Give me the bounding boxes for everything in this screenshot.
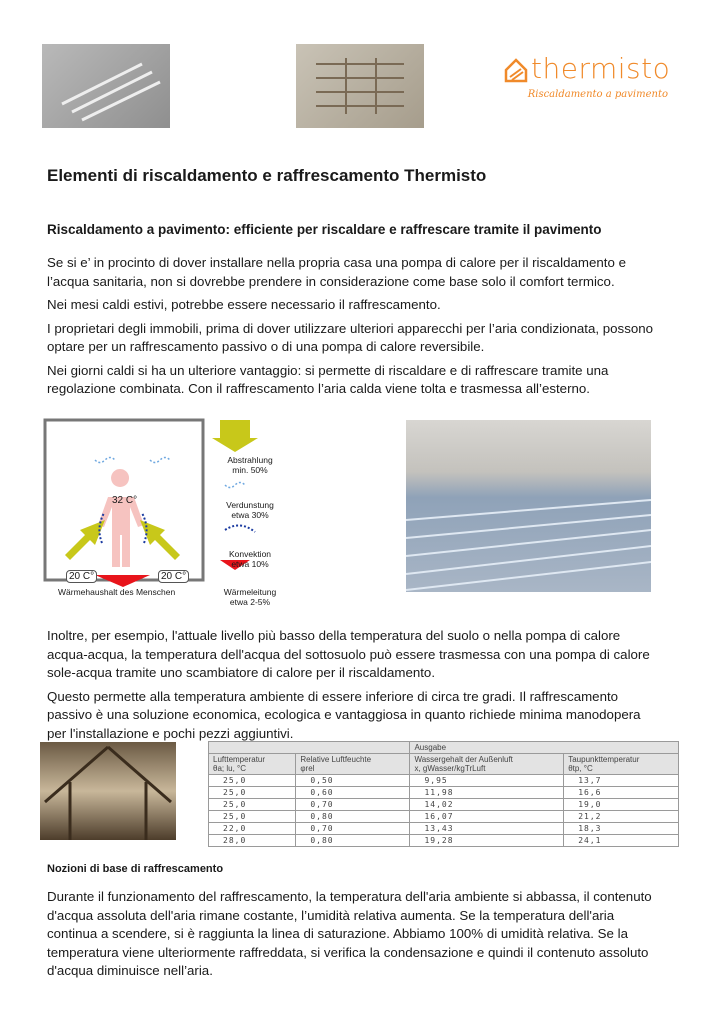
- paragraph: Inoltre, per esempio, l'attuale livello più basso della temperatura del suolo o nella pompa di calore acqua-acqua, la temperatura dell'acqua del sottosuolo può essere trasmessa con una pompa di calore sole-acqua tramite uno scambiatore di calore per il riscaldamento.: [47, 628, 650, 680]
- table-cell: 25,0: [209, 787, 296, 799]
- paragraph: Nei giorni caldi si ha un ulteriore vantaggio: si permette di riscaldare e di raffrescare tramite una regolazione combinata. Con il raffrescamento l’aria calda viene tolta e trasmessa all’esterno.: [47, 362, 609, 396]
- legend-convection: Konvektion etwa 10%: [228, 549, 272, 569]
- body-temp-label: 32 C°: [112, 495, 138, 506]
- table-cell: 0,60: [296, 787, 410, 799]
- table-cell: 19,0: [564, 799, 679, 811]
- table-cell: 0,50: [296, 775, 410, 787]
- attic-photo: [40, 742, 176, 840]
- table-cell: 18,3: [564, 823, 679, 835]
- logo-tagline: Riscaldamento a pavimento: [527, 89, 668, 100]
- heat-balance-diagram: [40, 415, 290, 607]
- table-cell: 0,80: [296, 835, 410, 847]
- legend-evaporation: Verdunstung etwa 30%: [226, 500, 274, 520]
- table-cell: 25,0: [209, 811, 296, 823]
- paragraph: Questo permette alla temperatura ambiente di essere inferiore di circa tre gradi. Il raffrescamento passivo è una soluzione economica, ecologica e vantaggiosa in quanto richiede minima manodopera per l'installazione e pochi pezzi aggiuntivi.: [47, 688, 641, 741]
- paragraph: Se si e’ in procinto di dover installare nella propria casa una pompa di calore per il riscaldamento e l’acqua sanitaria, non si dovrebbe prendere in considerazione come base solo il comfort termico.: [47, 255, 626, 289]
- table-row: [209, 823, 679, 835]
- table-cell: [209, 742, 410, 754]
- floor-temp-right: 20 C°: [158, 570, 189, 583]
- middle-text: [47, 627, 662, 748]
- column-header: Relative Luftfeuchte φrel: [296, 754, 410, 775]
- section-subtitle: Riscaldamento a pavimento: efficiente per riscaldare e raffrescare tramite il pavimento: [47, 222, 602, 237]
- table-cell: 16,6: [564, 787, 679, 799]
- floor-temp-left: 20 C°: [66, 570, 97, 583]
- table-cell: 13,7: [564, 775, 679, 787]
- table-cell: 24,1: [564, 835, 679, 847]
- column-header: Lufttemperatur θa; lu, °C: [209, 754, 296, 775]
- column-header: Taupunkttemperatur θtp, °C: [564, 754, 679, 775]
- table-cell: 16,07: [410, 811, 564, 823]
- table-cell: 21,2: [564, 811, 679, 823]
- table-row: [209, 787, 679, 799]
- column-header: Wassergehalt der Außenluft x, gWasser/kgTrLuft: [410, 754, 564, 775]
- section2-title: Nozioni di base di raffrescamento: [47, 863, 224, 875]
- table-row: [209, 835, 679, 847]
- floor-heating-installation-photo: [406, 420, 651, 592]
- table-cell: 22,0: [209, 823, 296, 835]
- table-row: [209, 775, 679, 787]
- table-cell: 0,70: [296, 799, 410, 811]
- group-header: Ausgabe: [410, 742, 679, 754]
- table-row: [209, 799, 679, 811]
- diagram-caption: Wärmehaushalt des Menschen: [58, 587, 176, 597]
- paragraph: I proprietari degli immobili, prima di dover utilizzare ulteriori apparecchi per l’aria condizionata, possono optare per un raffrescamento passivo o di una pompa di calore reversibile.: [47, 320, 654, 354]
- section2-text: Durante il funzionamento del raffrescamento, la temperatura dell'aria ambiente si abbassa, il contenuto d'acqua assoluta dell'aria rimane costante, l’umidità relativa aumenta. Se la temperatura dell'aria continua a scendere, si è raggiunta la linea di saturazione. Abbiamo 100% di umidità relativa. Se la temperatura viene ulteriormente raffreddata, si verifica la condensazione e quindi il contenuto assoluto d'acqua diminuisce nell’aria.: [47, 889, 652, 978]
- table-row: [209, 811, 679, 823]
- table-cell: 19,28: [410, 835, 564, 847]
- heating-element-photo: [296, 44, 424, 128]
- table-cell: 0,80: [296, 811, 410, 823]
- table-cell: 28,0: [209, 835, 296, 847]
- heating-panel-photo: [42, 44, 170, 128]
- table-cell: 14,02: [410, 799, 564, 811]
- table-cell: 0,70: [296, 823, 410, 835]
- table-cell: 9,95: [410, 775, 564, 787]
- logo-text: thermisto: [531, 52, 671, 85]
- dew-point-table: [208, 741, 679, 847]
- legend-radiation: Abstrahlung min. 50%: [227, 455, 273, 475]
- table-cell: 13,43: [410, 823, 564, 835]
- table-cell: 25,0: [209, 799, 296, 811]
- table-cell: 11,98: [410, 787, 564, 799]
- house-icon: [503, 57, 529, 83]
- table-cell: 25,0: [209, 775, 296, 787]
- page-title: Elementi di riscaldamento e raffrescamento Thermisto: [47, 166, 487, 185]
- intro-text: [47, 254, 662, 404]
- paragraph: Nei mesi caldi estivi, potrebbe essere necessario il raffrescamento.: [47, 297, 441, 312]
- legend-conduction: Wärmeleitung etwa 2-5%: [223, 587, 277, 607]
- thermisto-logo: [503, 52, 671, 100]
